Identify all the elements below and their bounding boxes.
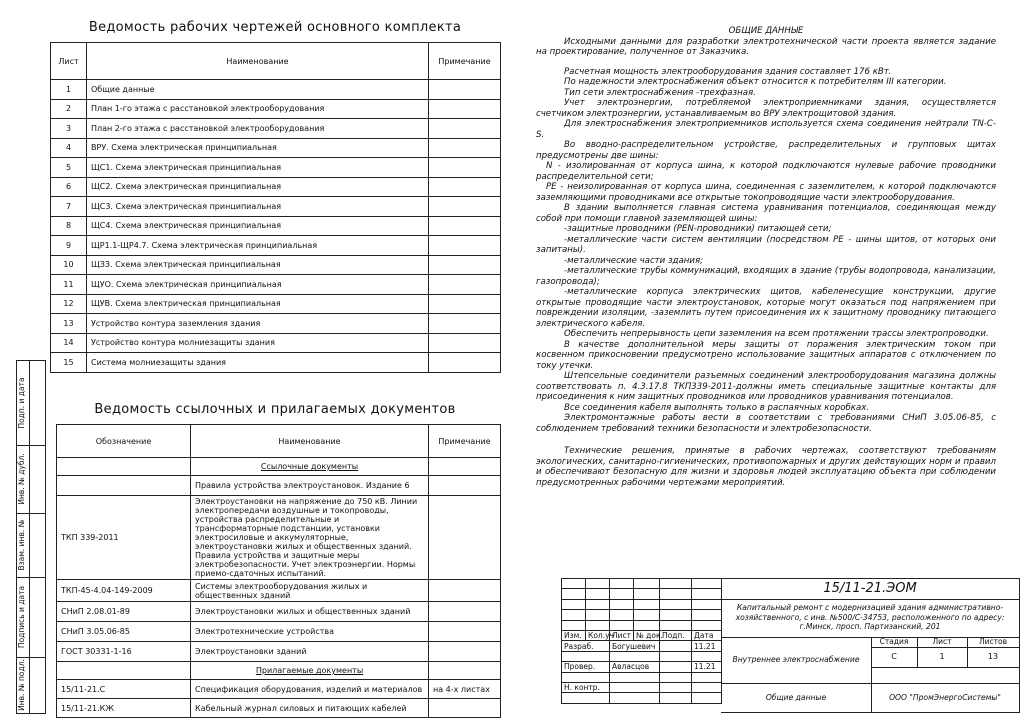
date-develop: 11.21 [692, 641, 722, 651]
table-row [57, 496, 501, 580]
hdr-kolich: Кол.уч [586, 630, 610, 640]
documents-register-table [56, 424, 501, 718]
side-label-sign-date: Подп. и дата [17, 377, 26, 429]
table-row [51, 158, 501, 178]
sheet-name: ЩС1. Схема электрическая принципиальная [87, 158, 429, 178]
sheet-number: 14 [51, 333, 87, 353]
sheet-name: ЩР1.1-ЩР4.7. Схема электрическая принципиальная [87, 236, 429, 256]
role-check: Провер. [562, 662, 610, 672]
doc-code: ТКП-45-4.04-149-2009 [57, 580, 191, 602]
revisions-grid [561, 578, 722, 704]
project-name: Капитальный ремонт с модернизацией здания административно-хозяйственного, с инв. №500/С-34753, расположенного по адресу: г.Минск, просп. Партизанский, 201 [735, 603, 1005, 631]
att-note [429, 699, 501, 718]
note-p15: -металлические корпуса электрических щитов, кабеленесущие конструкции, другие открытые проводящие части электроустановок, которые могут оказаться под напряжением при повреждении изоляции, -заземлить путем присоединения их к защитному проводнику питающего электрического кабеля. [536, 287, 996, 329]
table-row [51, 236, 501, 256]
sheet-number: 6 [51, 177, 87, 197]
stage-label: Стадия [879, 637, 909, 646]
sheet-name: Система молниезащиты здания [87, 353, 429, 373]
att-note: на 4-х листах [429, 680, 501, 699]
sheet-note [429, 119, 501, 139]
table-row [51, 255, 501, 275]
sheet-name: ВРУ. Схема электрическая принципиальная [87, 138, 429, 158]
sheet-name: План 2-го этажа с расстановкой электрооборудования [87, 119, 429, 139]
sheet-note [429, 138, 501, 158]
note-p18: Штепсельные соединители разъемных соединений электрооборудования магазина должны соответствовать п. 4.3.17.8 ТКП339-2011-должны иметь специальные защитные контакты для присоединения к ним защитных проводников или проводников уравнивания потенциалов. [536, 371, 996, 402]
sheet-name: ЩС3. Схема электрическая принципиальная [87, 197, 429, 217]
note-p4: Тип сети электроснабжения -трехфазная. [564, 87, 756, 98]
note-p17: В качестве дополнительной меры защиты от поражения электрическим током при косвенном прикосновении предусмотрено использование защитных аппаратов с отключением по току утечки. [536, 339, 996, 371]
drawings-register-title: Ведомость рабочих чертежей основного комплекта [88, 20, 462, 35]
doc-name: Электроустановки зданий [191, 642, 429, 662]
note-p9: PE - неизолированная от корпуса шина, соединенная с заземлителем, к которой подключаются заземляющими проводниками все открытые токопроводящие части электрооборудования. [536, 182, 996, 203]
att-code: 15/11-21.КЖ [57, 699, 191, 718]
note-p10: В здании выполняется главная система уравнивания потенциалов, соединяющая между собой при помощи главной заземляющей шины: [536, 203, 996, 224]
doc-code: ГОСТ 30331-1-16 [57, 642, 191, 662]
general-notes [536, 26, 996, 488]
doc-name: Электроустановки на напряжение до 750 кВ. Линии электропередачи воздушные и токопроводы, устройства распределительные и трансформаторные подстанции, установки электросиловые и аккумуляторные, электроустановки жилых и общественных зданий. Правила устройства и защитные меры электробезопасности. Учет электроэнергии. Нормы приемо-сдаточных испытаний. [191, 496, 429, 580]
sheet-number: 2 [51, 99, 87, 119]
table-row [51, 275, 501, 295]
table-row [51, 314, 501, 334]
col-sheet-header: Лист [51, 43, 87, 80]
doc-name: Электротехнические устройства [191, 622, 429, 642]
side-label-dup-inv: Инв. № дубл. [17, 453, 26, 505]
note-p14: -металлические трубы коммуникаций, входящих в здание (трубы водопровода, канализации, газопровода); [536, 266, 996, 287]
drawing-code: 15/11-21.ЭОМ [721, 579, 1019, 600]
hdr-date: Дата [692, 630, 722, 640]
notes-title: ОБЩИЕ ДАННЫЕ [728, 26, 804, 36]
sheet-name: ЩУВ. Схема электрическая принципиальная [87, 294, 429, 314]
sheet-label: Лист [932, 637, 952, 646]
sheet-name: План 1-го этажа с расстановкой электрооборудования [87, 99, 429, 119]
documents-register-title: Ведомость ссылочных и прилагаемых документов [94, 402, 456, 417]
doc-note [429, 642, 501, 662]
doc-name: Системы электрооборудования жилых и общественных зданий [191, 580, 429, 602]
company-name: ООО "ПромЭнергоСистемы" [889, 693, 1001, 702]
section-ref-docs: Ссылочные документы [191, 458, 429, 476]
table-row [57, 680, 501, 699]
hdr-list: Лист [610, 630, 634, 640]
doc-note [429, 476, 501, 496]
side-strip [16, 360, 46, 714]
col-docname-header: Наименование [191, 425, 429, 458]
doc-code: ТКП 339-2011 [57, 496, 191, 580]
table-row [51, 216, 501, 236]
sheet-name: Устройство контура молниезащиты здания [87, 333, 429, 353]
role-norm: Н. контр. [562, 682, 610, 692]
sheets-label: Листов [978, 637, 1007, 646]
hdr-sign: Подп. [660, 630, 692, 640]
sheet-number: 15 [51, 353, 87, 373]
table-row [57, 580, 501, 602]
note-p6: Для электроснабжения электроприемников используется схема соединения нейтрали TN-C-S. [536, 119, 996, 140]
doc-note [429, 496, 501, 580]
sheet-note [429, 80, 501, 100]
att-name: Спецификация оборудования, изделий и материалов [191, 680, 429, 699]
sheet-number: 4 [51, 138, 87, 158]
table-row [51, 119, 501, 139]
sheet-name: ЩС4. Схема электрическая принципиальная [87, 216, 429, 236]
note-p19: Все соединения кабеля выполнять только в распаячных коробках. [564, 402, 870, 413]
note-p12: -металлические части систем вентиляции (посредством PE - шины щитов, от которых они запитаны). [536, 234, 996, 255]
sheet-note [429, 216, 501, 236]
sheet-note [429, 177, 501, 197]
sheet-number: 9 [51, 236, 87, 256]
sheet-note [429, 294, 501, 314]
table-row [51, 197, 501, 217]
note-p21: Технические решения, принятые в рабочих чертежах, соответствуют требованиям экологических, санитарно-гигиенических, противопожарных и других действующих норм и правил и обеспечивают безопасную для жизни и здоровья людей эксплуатацию объекта при соблюдении предусмотренных рабочими чертежами мероприятий. [536, 446, 996, 488]
col-note-header: Примечание [429, 43, 501, 80]
sheet-note [429, 314, 501, 334]
att-name: Кабельный журнал силовых и питающих кабелей [191, 699, 429, 718]
doc-code: СНиП 2.08.01-89 [57, 602, 191, 622]
note-p1: Исходными данными для разработки электротехнической части проекта является задание на проектирование, полученное от Заказчика. [536, 36, 996, 57]
sheet-number: 3 [51, 119, 87, 139]
note-p13: -металлические части здания; [564, 255, 704, 266]
att-code: 15/11-21.С [57, 680, 191, 699]
table-row [57, 602, 501, 622]
sheets-value: 13 [987, 652, 999, 661]
table-row [57, 476, 501, 496]
sheet-value: 1 [939, 652, 945, 661]
sheet-note [429, 99, 501, 119]
doc-note [429, 622, 501, 642]
table-row [51, 353, 501, 373]
note-p20: Электромонтажные работы вести в соответствии с требованиями СНиП 3.05.06-85, с соблюдением требований техники безопасности и электробезопасности. [536, 413, 996, 434]
date-check: 11.21 [692, 662, 722, 672]
col-name-header: Наименование [87, 43, 429, 80]
side-label-orig-inv: Инв. № подл. [17, 659, 26, 711]
note-p2: Расчетная мощность электрооборудования здания составляет 176 кВт. [564, 66, 892, 77]
col-code-header: Обозначение [57, 425, 191, 458]
note-p8: N - изолированная от корпуса шина, к которой подключаются нулевые рабочие проводники распределительной сети; [536, 161, 996, 182]
doc-name: Электроустановки жилых и общественных зданий [191, 602, 429, 622]
table-row [51, 333, 501, 353]
sheet-note [429, 158, 501, 178]
sheet-note [429, 275, 501, 295]
table-row [57, 622, 501, 642]
note-p11: -защитные проводники (PEN-проводники) питающей сети; [564, 224, 832, 234]
table-row [57, 642, 501, 662]
doc-code [57, 476, 191, 496]
sheet-title: Общие данные [765, 693, 827, 702]
table-row [51, 99, 501, 119]
sheet-number: 12 [51, 294, 87, 314]
table-row [51, 138, 501, 158]
role-develop: Разраб. [562, 641, 610, 651]
table-row [51, 294, 501, 314]
side-label-signature-date: Подпись и дата [17, 585, 26, 649]
sheet-number: 7 [51, 197, 87, 217]
section-name: Внутреннее электроснабжение [732, 655, 860, 664]
doc-code: СНиП 3.05.06-85 [57, 622, 191, 642]
sheet-name: Общие данные [87, 80, 429, 100]
note-p16: Обеспечить непрерывность цепи заземления на всем протяжении трассы электропроводки. [564, 329, 989, 339]
sheet-note [429, 197, 501, 217]
hdr-doc: № док. [634, 630, 660, 640]
table-row [51, 177, 501, 197]
sheet-name: ЩС2. Схема электрическая принципиальная [87, 177, 429, 197]
sheet-number: 13 [51, 314, 87, 334]
table-row [51, 80, 501, 100]
sheet-number: 8 [51, 216, 87, 236]
section-att-docs: Прилагаемые документы [191, 662, 429, 680]
sheet-name: Устройство контура заземления здания [87, 314, 429, 334]
hdr-izm: Изм. [562, 630, 586, 640]
sheet-note [429, 333, 501, 353]
sheet-note [429, 353, 501, 373]
sheet-number: 1 [51, 80, 87, 100]
name-check: Авласцов [610, 662, 660, 672]
sheet-number: 10 [51, 255, 87, 275]
doc-note [429, 580, 501, 602]
drawings-register-table [50, 42, 501, 373]
doc-name: Правила устройства электроустановок. Издание 6 [191, 476, 429, 496]
doc-note [429, 602, 501, 622]
sheet-number: 11 [51, 275, 87, 295]
note-p3: По надежности электроснабжения объект относится к потребителям III категории. [564, 77, 947, 87]
col-docnote-header: Примечание [429, 425, 501, 458]
sheet-name: ЩЗЗ. Схема электрическая принципиальная [87, 255, 429, 275]
note-p5: Учет электроэнергии, потребляемой электроприемниками здания, осуществляется счетчиком электроэнергии, устанавливаемым во ВРУ электрощитовой здания. [536, 98, 996, 119]
sheet-note [429, 255, 501, 275]
stage-value: С [891, 652, 897, 661]
title-block [561, 578, 1021, 713]
sheet-number: 5 [51, 158, 87, 178]
note-p7: Во вводно-распределительном устройстве, распределительных и групповых щитах предусмотрены две шины: [536, 140, 996, 161]
side-label-replace-inv: Взам. инв. № [17, 519, 26, 571]
sheet-note [429, 236, 501, 256]
sheet-name: ЩУО. Схема электрическая принципиальная [87, 275, 429, 295]
table-row [57, 699, 501, 718]
name-develop: Богушевич [610, 641, 660, 651]
